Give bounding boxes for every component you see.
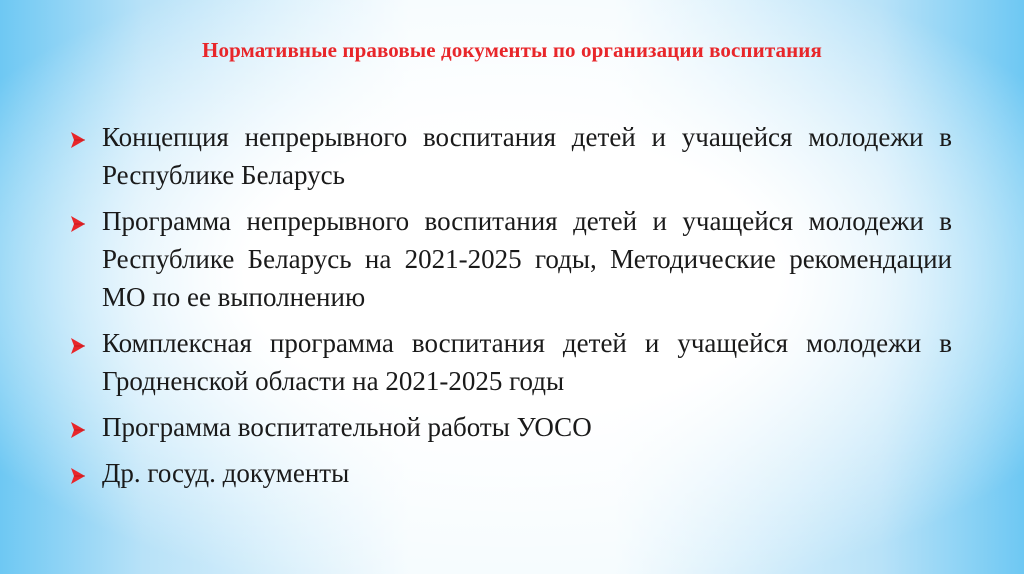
list-item [68, 118, 952, 194]
list-item-text: Комплексная программа воспитания детей и учащейся молодежи в Гродненской области на 2021-2025 годы [102, 328, 952, 396]
arrow-bullet-icon [68, 335, 90, 357]
list-item [68, 202, 952, 316]
list-item-text: Др. госуд. документы [102, 458, 350, 488]
arrow-bullet-icon [68, 419, 90, 441]
list-item-text: Концепция непрерывного воспитания детей и учащейся молодежи в Республике Беларусь [102, 122, 952, 190]
arrow-bullet-icon [68, 213, 90, 235]
list-item [68, 324, 952, 400]
arrow-bullet-icon [68, 129, 90, 151]
list-item [68, 408, 952, 446]
list-item-text: Программа непрерывного воспитания детей и учащейся молодежи в Республике Беларусь на 2021-2025 годы, Методические рекомендации МО по ее выполнению [102, 206, 952, 312]
slide-title: Нормативные правовые документы по организации воспитания [202, 38, 822, 62]
arrow-bullet-icon [68, 465, 90, 487]
list-item [68, 454, 952, 492]
list-item-text: Программа воспитательной работы УОСО [102, 412, 592, 442]
document-list [68, 118, 952, 500]
